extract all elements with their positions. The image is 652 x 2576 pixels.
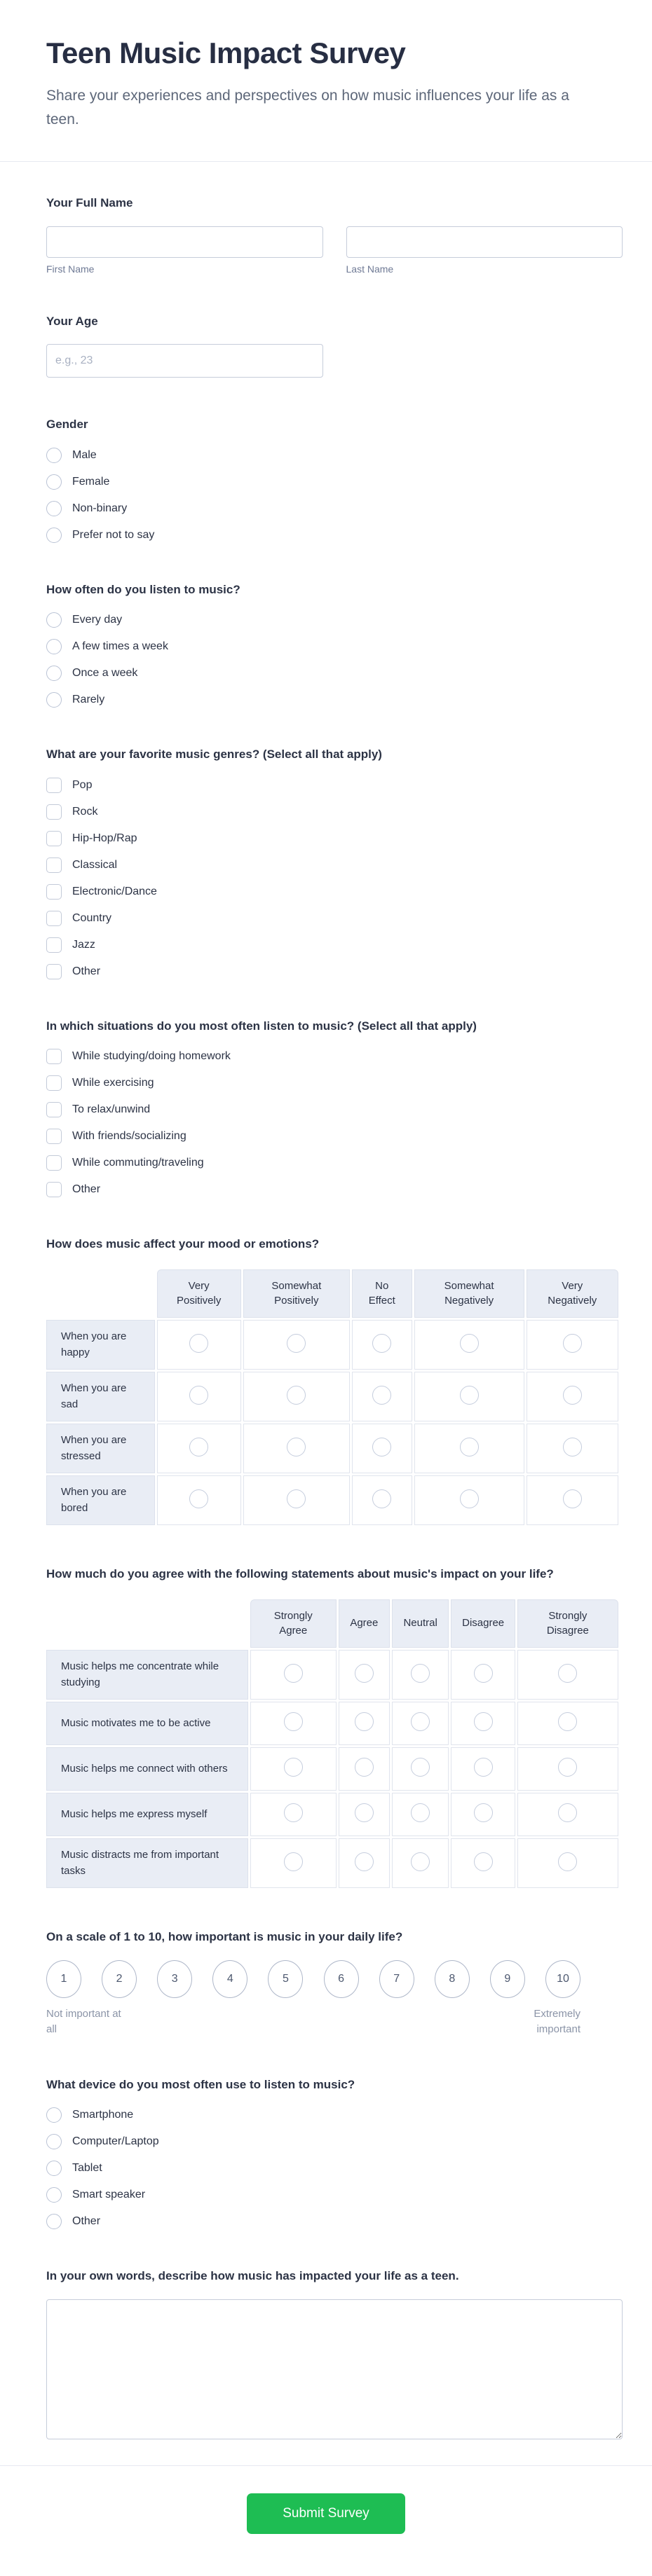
matrix-radio-icon[interactable]: [189, 1489, 208, 1508]
option-label: A few times a week: [72, 640, 168, 653]
checkbox-option-other-situation[interactable]: [46, 1182, 623, 1197]
radio-option-computer-laptop[interactable]: [46, 2134, 623, 2149]
radio-option-other-device[interactable]: [46, 2214, 623, 2229]
radio-option-tablet[interactable]: [46, 2161, 623, 2176]
matrix-cell[interactable]: [517, 1650, 618, 1700]
option-label: Female: [72, 475, 110, 488]
matrix-cell[interactable]: [517, 1747, 618, 1791]
matrix-radio-icon[interactable]: [460, 1334, 479, 1353]
matrix-cell[interactable]: [157, 1424, 241, 1473]
matrix-cell[interactable]: [414, 1475, 524, 1525]
radio-option-female[interactable]: [46, 474, 623, 490]
question-age: [46, 312, 623, 378]
scale-option-5[interactable]: 5: [268, 1960, 303, 1998]
matrix-cell[interactable]: [339, 1838, 390, 1888]
radio-icon[interactable]: [46, 666, 62, 681]
checkbox-icon[interactable]: [46, 804, 62, 820]
device-label: What device do you most often use to listen to music?: [46, 2077, 355, 2091]
matrix-cell[interactable]: [527, 1320, 618, 1370]
genres-label: What are your favorite music genres? (Select all that apply): [46, 748, 382, 762]
last-name-input[interactable]: [346, 226, 623, 258]
matrix-radio-icon[interactable]: [474, 1664, 493, 1683]
matrix-radio-icon[interactable]: [284, 1758, 303, 1777]
matrix-cell[interactable]: [250, 1747, 337, 1791]
checkbox-option-jazz[interactable]: [46, 937, 623, 953]
scale-option-4[interactable]: 4: [212, 1960, 247, 1998]
matrix-cell[interactable]: [451, 1702, 515, 1745]
matrix-row: [46, 1372, 618, 1421]
scale-max-label: Extremely important: [534, 2007, 580, 2036]
option-label: Hip-Hop/Rap: [72, 832, 137, 844]
name-row: [46, 226, 623, 275]
matrix-row-label: When you are happy: [46, 1320, 155, 1370]
checkbox-icon[interactable]: [46, 911, 62, 926]
situations-label: In which situations do you most often listen to music? (Select all that apply): [46, 1019, 477, 1033]
option-label: Male: [72, 448, 97, 461]
matrix-cell[interactable]: [517, 1793, 618, 1836]
matrix-radio-icon[interactable]: [355, 1712, 374, 1731]
checkbox-icon[interactable]: [46, 1155, 62, 1171]
matrix-cell[interactable]: [517, 1702, 618, 1745]
matrix-radio-icon[interactable]: [355, 1758, 374, 1777]
matrix-radio-icon[interactable]: [355, 1664, 374, 1683]
matrix-cell[interactable]: [243, 1475, 350, 1525]
matrix-cell[interactable]: [157, 1320, 241, 1370]
matrix-column-header: Neutral: [392, 1599, 449, 1648]
question-device: [46, 2076, 623, 2230]
matrix-cell[interactable]: [517, 1838, 618, 1888]
option-label: Once a week: [72, 667, 138, 680]
matrix-radio-icon[interactable]: [372, 1438, 391, 1456]
matrix-radio-icon[interactable]: [411, 1712, 430, 1731]
submit-section: [0, 2465, 652, 2576]
matrix-column-header: Very Positively: [157, 1269, 241, 1318]
radio-icon[interactable]: [46, 2134, 62, 2149]
matrix-row: [46, 1702, 618, 1745]
matrix-cell[interactable]: [451, 1650, 515, 1700]
matrix-row: [46, 1838, 618, 1888]
matrix-row-label: Music helps me concentrate while studying: [46, 1650, 248, 1700]
question-open-ended: [46, 2267, 623, 2443]
matrix-cell[interactable]: [414, 1424, 524, 1473]
form-subtitle: Share your experiences and perspectives on how music influences your life as a teen.: [46, 88, 569, 128]
radio-icon[interactable]: [46, 474, 62, 490]
scale-option-6[interactable]: 6: [324, 1960, 359, 1998]
matrix-cell[interactable]: [250, 1650, 337, 1700]
matrix-cell[interactable]: [527, 1475, 618, 1525]
radio-option-prefer-not-to-say[interactable]: [46, 528, 623, 543]
matrix-radio-icon[interactable]: [284, 1712, 303, 1731]
radio-icon[interactable]: [46, 639, 62, 654]
matrix-radio-icon[interactable]: [558, 1758, 577, 1777]
option-label: With friends/socializing: [72, 1130, 186, 1143]
matrix-radio-icon[interactable]: [558, 1664, 577, 1683]
checkbox-option-country[interactable]: [46, 911, 623, 926]
matrix-radio-icon[interactable]: [558, 1712, 577, 1731]
first-name-col: [46, 226, 323, 275]
matrix-radio-icon[interactable]: [474, 1758, 493, 1777]
matrix-row-label: Music motivates me to be active: [46, 1702, 248, 1745]
matrix-radio-icon[interactable]: [355, 1803, 374, 1822]
matrix-column-header: No Effect: [352, 1269, 412, 1318]
matrix-radio-icon[interactable]: [284, 1803, 303, 1822]
matrix-cell[interactable]: [414, 1320, 524, 1370]
matrix-radio-icon[interactable]: [189, 1386, 208, 1405]
checkbox-option-relax[interactable]: [46, 1102, 623, 1117]
matrix-row: [46, 1475, 618, 1525]
option-label: While studying/doing homework: [72, 1050, 231, 1063]
first-name-sublabel: First Name: [46, 263, 95, 275]
option-label: Tablet: [72, 2162, 102, 2175]
option-label: Classical: [72, 858, 118, 871]
checkbox-icon[interactable]: [46, 778, 62, 793]
matrix-radio-icon[interactable]: [558, 1852, 577, 1871]
scale-option-10[interactable]: 10: [545, 1960, 580, 1998]
checkbox-option-hip-hop-rap[interactable]: [46, 831, 623, 846]
matrix-column-header: Strongly Disagree: [517, 1599, 618, 1648]
age-input[interactable]: [46, 344, 323, 378]
radio-icon[interactable]: [46, 612, 62, 628]
question-agree-matrix: [46, 1565, 623, 1890]
checkbox-option-other-genre[interactable]: [46, 964, 623, 979]
frequency-label: How often do you listen to music?: [46, 582, 240, 596]
radio-icon[interactable]: [46, 2107, 62, 2123]
radio-option-non-binary[interactable]: [46, 501, 623, 516]
gender-label: Gender: [46, 418, 88, 432]
option-label: Pop: [72, 778, 93, 791]
checkbox-option-commuting[interactable]: [46, 1155, 623, 1171]
option-label: Jazz: [72, 938, 95, 951]
radio-option-smart-speaker[interactable]: [46, 2187, 623, 2203]
question-full-name: [46, 194, 623, 275]
matrix-radio-icon[interactable]: [411, 1803, 430, 1822]
matrix-row-label: Music helps me connect with others: [46, 1747, 248, 1791]
scale-option-3[interactable]: 3: [157, 1960, 192, 1998]
form-title: Teen Music Impact Survey: [46, 36, 406, 69]
radio-icon[interactable]: [46, 2187, 62, 2203]
matrix-column-header: Somewhat Positively: [243, 1269, 350, 1318]
checkbox-icon[interactable]: [46, 857, 62, 873]
matrix-cell[interactable]: [339, 1793, 390, 1836]
matrix-radio-icon[interactable]: [411, 1758, 430, 1777]
question-importance-scale: [46, 1928, 623, 2038]
radio-icon[interactable]: [46, 2214, 62, 2229]
matrix-cell[interactable]: [243, 1320, 350, 1370]
scale-end-labels: [46, 2006, 580, 2038]
matrix-column-header: Agree: [339, 1599, 390, 1648]
matrix-cell[interactable]: [339, 1650, 390, 1700]
option-label: Non-binary: [72, 502, 128, 514]
scale-option-1[interactable]: 1: [46, 1960, 81, 1998]
matrix-row: [46, 1424, 618, 1473]
open-ended-label: In your own words, describe how music has impacted your life as a teen.: [46, 2269, 459, 2283]
option-label: Computer/Laptop: [72, 2135, 159, 2148]
matrix-radio-icon[interactable]: [411, 1664, 430, 1683]
matrix-radio-icon[interactable]: [355, 1852, 374, 1871]
option-label: Prefer not to say: [72, 528, 155, 541]
matrix-cell[interactable]: [250, 1702, 337, 1745]
full-name-label: Your Full Name: [46, 196, 133, 210]
radio-option-rarely[interactable]: [46, 692, 623, 708]
matrix-row-label: Music distracts me from important tasks: [46, 1838, 248, 1888]
matrix-cell[interactable]: [527, 1372, 618, 1421]
scale-option-9[interactable]: 9: [490, 1960, 525, 1998]
matrix-radio-icon[interactable]: [411, 1852, 430, 1871]
first-name-input[interactable]: [46, 226, 323, 258]
matrix-cell[interactable]: [339, 1747, 390, 1791]
matrix-cell[interactable]: [250, 1793, 337, 1836]
matrix-cell[interactable]: [352, 1475, 412, 1525]
checkbox-option-exercising[interactable]: [46, 1075, 623, 1091]
matrix-cell[interactable]: [352, 1320, 412, 1370]
question-mood-matrix: [46, 1235, 623, 1527]
checkbox-icon[interactable]: [46, 937, 62, 953]
option-label: While exercising: [72, 1077, 154, 1089]
form-header: [0, 0, 652, 162]
mood-matrix-label: How does music affect your mood or emotions?: [46, 1237, 320, 1251]
submit-button[interactable]: Submit Survey: [247, 2493, 405, 2534]
mood-matrix-table: [44, 1267, 620, 1528]
matrix-cell[interactable]: [392, 1793, 449, 1836]
agree-matrix-table: [44, 1597, 620, 1891]
matrix-cell[interactable]: [392, 1650, 449, 1700]
question-gender: [46, 415, 623, 543]
checkbox-icon[interactable]: [46, 884, 62, 900]
matrix-radio-icon[interactable]: [189, 1438, 208, 1456]
matrix-radio-icon[interactable]: [284, 1852, 303, 1871]
matrix-radio-icon[interactable]: [474, 1712, 493, 1731]
matrix-cell[interactable]: [157, 1372, 241, 1421]
option-label: Rarely: [72, 694, 105, 706]
open-ended-textarea[interactable]: [46, 2299, 623, 2439]
matrix-cell[interactable]: [392, 1702, 449, 1745]
matrix-radio-icon[interactable]: [372, 1489, 391, 1508]
importance-scale-label: On a scale of 1 to 10, how important is music in your daily life?: [46, 1930, 403, 1944]
matrix-radio-icon[interactable]: [474, 1803, 493, 1822]
radio-option-once-week[interactable]: [46, 666, 623, 681]
matrix-radio-icon[interactable]: [189, 1334, 208, 1353]
matrix-radio-icon[interactable]: [284, 1664, 303, 1683]
matrix-radio-icon[interactable]: [372, 1386, 391, 1405]
radio-icon[interactable]: [46, 528, 62, 543]
matrix-column-header: Disagree: [451, 1599, 515, 1648]
scale-option-7[interactable]: 7: [379, 1960, 414, 1998]
checkbox-icon[interactable]: [46, 964, 62, 979]
radio-option-every-day[interactable]: [46, 612, 623, 628]
checkbox-icon[interactable]: [46, 1129, 62, 1144]
option-label: Every day: [72, 614, 123, 626]
scale-option-8[interactable]: 8: [435, 1960, 470, 1998]
scale-option-2[interactable]: 2: [102, 1960, 137, 1998]
matrix-row-label: When you are sad: [46, 1372, 155, 1421]
matrix-cell[interactable]: [243, 1424, 350, 1473]
scale-min-label: Not important at all: [46, 2007, 121, 2036]
last-name-col: [346, 226, 623, 275]
option-label: Smart speaker: [72, 2189, 146, 2201]
agree-matrix-label: How much do you agree with the following statements about music's impact on your life?: [46, 1567, 554, 1581]
matrix-column-header: Somewhat Negatively: [414, 1269, 524, 1318]
matrix-cell[interactable]: [243, 1372, 350, 1421]
matrix-radio-icon[interactable]: [460, 1386, 479, 1405]
option-label: Other: [72, 2215, 101, 2228]
matrix-cell[interactable]: [451, 1838, 515, 1888]
matrix-radio-icon[interactable]: [287, 1334, 306, 1353]
question-frequency: [46, 581, 623, 708]
checkbox-icon[interactable]: [46, 1049, 62, 1064]
form-body: [0, 162, 652, 2443]
checkbox-option-rock[interactable]: [46, 804, 623, 820]
matrix-cell[interactable]: [451, 1747, 515, 1791]
matrix-cell[interactable]: [527, 1424, 618, 1473]
checkbox-option-electronic-dance[interactable]: [46, 884, 623, 900]
matrix-radio-icon[interactable]: [563, 1489, 582, 1508]
option-label: To relax/unwind: [72, 1103, 151, 1116]
matrix-radio-icon[interactable]: [287, 1489, 306, 1508]
matrix-row: [46, 1320, 618, 1370]
matrix-cell[interactable]: [352, 1372, 412, 1421]
question-genres: [46, 745, 623, 979]
radio-icon[interactable]: [46, 501, 62, 516]
matrix-radio-icon[interactable]: [460, 1489, 479, 1508]
matrix-radio-icon[interactable]: [563, 1386, 582, 1405]
option-label: Smartphone: [72, 2109, 134, 2121]
matrix-row-label: When you are bored: [46, 1475, 155, 1525]
matrix-cell[interactable]: [451, 1793, 515, 1836]
matrix-cell[interactable]: [352, 1424, 412, 1473]
matrix-cell[interactable]: [250, 1838, 337, 1888]
matrix-cell[interactable]: [339, 1702, 390, 1745]
matrix-corner: [46, 1269, 155, 1318]
scale-row: [46, 1960, 580, 1998]
matrix-radio-icon[interactable]: [474, 1852, 493, 1871]
matrix-radio-icon[interactable]: [558, 1803, 577, 1822]
radio-option-few-times-week[interactable]: [46, 639, 623, 654]
checkbox-icon[interactable]: [46, 1102, 62, 1117]
age-label: Your Age: [46, 314, 98, 328]
matrix-row-label: When you are stressed: [46, 1424, 155, 1473]
matrix-column-header: Strongly Agree: [250, 1599, 337, 1648]
option-label: While commuting/traveling: [72, 1157, 204, 1169]
option-label: Rock: [72, 805, 98, 818]
matrix-radio-icon[interactable]: [563, 1334, 582, 1353]
option-label: Electronic/Dance: [72, 885, 157, 897]
matrix-row: [46, 1747, 618, 1791]
matrix-radio-icon[interactable]: [287, 1386, 306, 1405]
matrix-column-header: Very Negatively: [527, 1269, 618, 1318]
radio-icon[interactable]: [46, 2161, 62, 2176]
matrix-radio-icon[interactable]: [287, 1438, 306, 1456]
checkbox-option-friends[interactable]: [46, 1129, 623, 1144]
matrix-radio-icon[interactable]: [563, 1438, 582, 1456]
option-label: Other: [72, 1183, 101, 1196]
checkbox-option-studying[interactable]: [46, 1049, 623, 1064]
radio-icon[interactable]: [46, 448, 62, 463]
matrix-cell[interactable]: [392, 1747, 449, 1791]
checkbox-option-classical[interactable]: [46, 857, 623, 873]
option-label: Country: [72, 911, 112, 924]
matrix-cell[interactable]: [414, 1372, 524, 1421]
option-label: Other: [72, 965, 101, 977]
checkbox-icon[interactable]: [46, 1182, 62, 1197]
matrix-corner: [46, 1599, 248, 1648]
matrix-row: [46, 1650, 618, 1700]
radio-icon[interactable]: [46, 692, 62, 708]
last-name-sublabel: Last Name: [346, 263, 394, 275]
matrix-cell[interactable]: [157, 1475, 241, 1525]
matrix-radio-icon[interactable]: [372, 1334, 391, 1353]
matrix-radio-icon[interactable]: [460, 1438, 479, 1456]
question-situations: [46, 1017, 623, 1198]
matrix-cell[interactable]: [392, 1838, 449, 1888]
checkbox-icon[interactable]: [46, 1075, 62, 1091]
radio-option-male[interactable]: [46, 448, 623, 463]
checkbox-option-pop[interactable]: [46, 778, 623, 793]
matrix-row-label: Music helps me express myself: [46, 1793, 248, 1836]
radio-option-smartphone[interactable]: [46, 2107, 623, 2123]
matrix-row: [46, 1793, 618, 1836]
checkbox-icon[interactable]: [46, 831, 62, 846]
